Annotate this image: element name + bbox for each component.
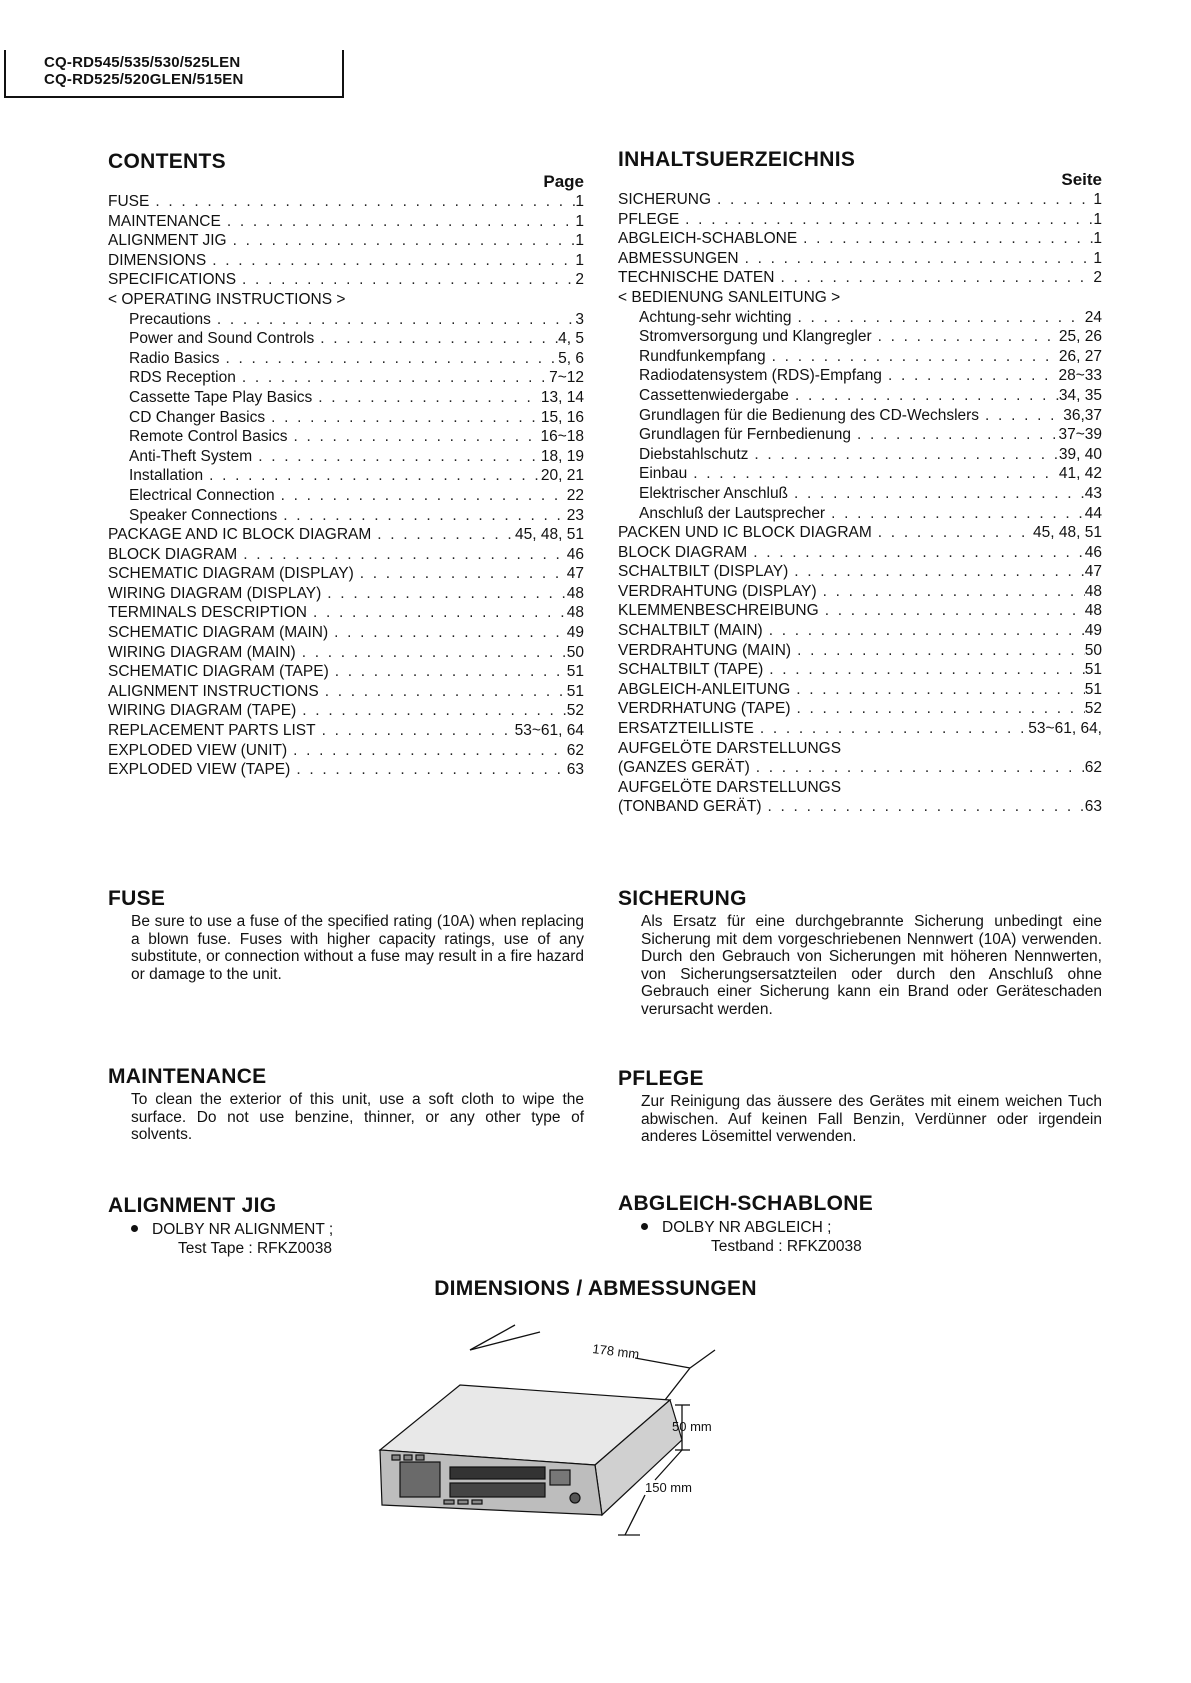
toc-entry (618, 758, 1102, 778)
toc-entry (618, 425, 1102, 445)
toc-entry-title: CD Changer Basics (129, 408, 266, 426)
toc-leader-dots (307, 603, 567, 623)
toc-entry-page: 1 (575, 212, 584, 230)
toc-entry-page: 48 (566, 604, 584, 622)
toc-entry (618, 699, 1102, 719)
toc-entry-title: Achtung-sehr wichting (639, 308, 792, 326)
toc-entry-title: SCHALTBILT (TAPE) (618, 661, 764, 679)
toc-leader-dots (219, 349, 558, 369)
height-label: 50 mm (672, 1419, 712, 1434)
toc-entry-page: 49 (1084, 622, 1102, 640)
toc-entry (618, 308, 1102, 328)
toc-entry-title: WIRING DIAGRAM (TAPE) (108, 702, 297, 720)
toc-leader-dots (872, 523, 1033, 543)
toc-entry (618, 347, 1102, 367)
toc-entry-page: 52 (1084, 700, 1102, 718)
toc-leader-dots (227, 231, 576, 251)
toc-entry (108, 760, 584, 780)
toc-entry (108, 662, 584, 682)
toc-entry (108, 525, 584, 545)
toc-leader-dots (750, 758, 1085, 778)
toc-leader-dots (817, 582, 1085, 602)
toc-entry (108, 329, 584, 349)
toc-entry-title: ABGLEICH-ANLEITUNG (618, 680, 791, 698)
toc-entry-page: 53~61, 64, (1028, 720, 1102, 738)
toc-entry-page: 28~33 (1058, 367, 1102, 385)
toc-entry-title: AUFGELÖTE DARSTELLUNGS (618, 739, 842, 757)
toc-entry-page: 25, 26 (1058, 328, 1102, 346)
toc-entry (618, 778, 1102, 798)
toc-entry-page: 63 (566, 761, 584, 779)
toc-entry (618, 484, 1102, 504)
toc-leader-dots (797, 229, 1093, 249)
toc-entry-title: BLOCK DIAGRAM (108, 545, 238, 563)
toc-entry-title: VERDRHATUNG (TAPE) (618, 700, 791, 718)
toc-entry (108, 741, 584, 761)
contents-en (108, 150, 584, 780)
toc-leader-dots (329, 662, 567, 682)
unit-dimension-drawing (370, 1320, 810, 1550)
toc-leader-dots (819, 601, 1085, 621)
toc-leader-dots (296, 643, 567, 663)
toc-entry-page: 47 (1084, 563, 1102, 581)
toc-entry-title: Einbau (639, 465, 688, 483)
toc-entry (108, 368, 584, 388)
toc-entry-title: DIMENSIONS (108, 251, 207, 269)
toc-leader-dots (236, 270, 575, 290)
toc-entry-page: 7~12 (549, 369, 584, 387)
toc-entry-title: (TONBAND GERÄT) (618, 798, 762, 816)
toc-entry (618, 719, 1102, 739)
toc-entry (618, 190, 1102, 210)
toc-leader-dots (296, 701, 566, 721)
toc-entry (108, 408, 584, 428)
jig-tape-label-en: Test Tape : RFKZ0038 (178, 1240, 332, 1257)
toc-entry (108, 349, 584, 369)
toc-entry-title: ERSATZTEILLISTE (618, 720, 754, 738)
toc-entry-page: 23 (566, 506, 584, 524)
toc-entry (108, 603, 584, 623)
toc-entry-page: 48 (1084, 602, 1102, 620)
jig-section-de (618, 1192, 1102, 1256)
toc-entry (108, 564, 584, 584)
toc-entry-title: REPLACEMENT PARTS LIST (108, 722, 316, 740)
toc-entry-title: < BEDIENUNG SANLEITUNG > (618, 288, 841, 306)
toc-entry (618, 327, 1102, 347)
toc-leader-dots (149, 192, 575, 212)
toc-entry (618, 641, 1102, 661)
jig-section-en (108, 1194, 584, 1258)
toc-entry-page: 44 (1084, 504, 1102, 522)
toc-entry (108, 701, 584, 721)
toc-entry-page: 1 (575, 193, 584, 210)
toc-leader-dots (290, 760, 566, 780)
toc-entry-page: 62 (566, 741, 584, 759)
toc-leader-dots (882, 366, 1059, 386)
toc-entry-page: 1 (1093, 210, 1102, 228)
toc-entry (108, 251, 584, 271)
toc-entry-title: MAINTENANCE (108, 212, 221, 230)
toc-entry-title: Cassettenwiedergabe (639, 386, 789, 404)
toc-entry-title: Anschluß der Lautsprecher (639, 504, 826, 522)
toc-leader-dots (211, 310, 576, 330)
toc-entry (618, 229, 1102, 249)
toc-entry-title: Speaker Connections (129, 506, 278, 524)
toc-entry-page: 50 (1084, 641, 1102, 659)
toc-entry-title: KLEMMENBESCHREIBUNG (618, 602, 819, 620)
toc-entry-page: 48 (566, 584, 584, 602)
toc-entry-page: 20, 21 (540, 467, 584, 485)
fuse-title-en: FUSE (108, 887, 166, 910)
toc-entry-page: 45, 48, 51 (1033, 524, 1102, 542)
toc-leader-dots (851, 425, 1058, 445)
toc-entry-title: ALIGNMENT JIG (108, 232, 227, 250)
toc-entry-page: 51 (1084, 680, 1102, 698)
toc-entry-page: 36,37 (1063, 406, 1102, 424)
toc-entry (618, 366, 1102, 386)
toc-leader-dots (277, 506, 567, 526)
toc-leader-dots (354, 564, 567, 584)
toc-entry-page: 52 (566, 702, 584, 720)
toc-leader-dots (739, 249, 1094, 269)
toc-leader-dots (687, 464, 1059, 484)
fuse-text-de: Als Ersatz für eine durchgebrannte Sicherung unbedingt eine Sicherung mit dem vorgeschriebenen Nennwert (10A) verwenden. Durch den Gebrauch von Sicherungen mit höheren Nennwerten, von Sicherungsersatzteilen oder durch den Anschluß ohne Gebrauch einer Sicherung kann ein Brand oder Geräteschaden verursacht werden. (641, 913, 1102, 1018)
toc-entry-title: Elektrischer Anschluß (639, 484, 789, 502)
toc-entry (108, 310, 584, 330)
toc-entry (108, 290, 584, 310)
toc-entry (618, 739, 1102, 759)
toc-entry-title: < OPERATING INSTRUCTIONS > (108, 290, 346, 308)
toc-entry (618, 386, 1102, 406)
toc-entry-title: Grundlagen für Fernbedienung (639, 426, 851, 444)
toc-entry-page: 15, 16 (540, 408, 584, 426)
toc-entry-title: SICHERUNG (618, 191, 712, 208)
toc-entry (108, 192, 584, 212)
model-header-box (4, 50, 344, 98)
toc-entry-page: 47 (566, 565, 584, 583)
toc-entry-title: SCHEMATIC DIAGRAM (MAIN) (108, 624, 329, 642)
toc-entry-title: SCHALTBILT (MAIN) (618, 622, 763, 640)
toc-leader-dots (748, 445, 1058, 465)
toc-leader-dots (265, 408, 541, 428)
toc-leader-dots (206, 251, 575, 271)
toc-entry-title: Installation (129, 467, 204, 485)
toc-entry (618, 445, 1102, 465)
toc-leader-dots (788, 484, 1085, 504)
toc-entry-page: 34, 35 (1058, 386, 1102, 404)
maintenance-text-de: Zur Reinigung das äussere des Gerätes mit einem weichen Tuch abwischen. Auf keinen Fall Benzin, Verdünner oder irgendein anderes Lösemittel verwenden. (641, 1093, 1102, 1145)
toc-entry-title: SCHEMATIC DIAGRAM (DISPLAY) (108, 565, 354, 583)
toc-entry-title: Radiodatensystem (RDS)-Empfang (639, 367, 882, 385)
toc-entry-title: PACKAGE AND IC BLOCK DIAGRAM (108, 526, 372, 544)
toc-entry-title: Precautions (129, 310, 211, 328)
toc-entry (108, 447, 584, 467)
toc-entry (618, 543, 1102, 563)
toc-entry-page: 1 (1093, 230, 1102, 248)
toc-leader-dots (275, 486, 567, 506)
model-line-2: CQ-RD525/520GLEN/515EN (44, 71, 244, 88)
maintenance-title-de: PFLEGE (618, 1067, 704, 1090)
toc-entry-page: 51 (566, 682, 584, 700)
toc-entry (108, 486, 584, 506)
toc-entry (618, 249, 1102, 269)
toc-entry-title: Remote Control Basics (129, 428, 288, 446)
toc-entry-page: 63 (1084, 798, 1102, 816)
fuse-title-de: SICHERUNG (618, 887, 747, 910)
toc-entry-page: 2 (1093, 269, 1102, 287)
toc-entry-page: 45, 48, 51 (515, 526, 584, 544)
toc-entry-title: Grundlagen für die Bedienung des CD-Wechslers (639, 406, 980, 424)
toc-entry (618, 797, 1102, 817)
toc-entry (108, 643, 584, 663)
toc-entry-page: 49 (566, 624, 584, 642)
toc-entry-title: Stromversorgung und Klangregler (639, 328, 872, 346)
bullet-icon (641, 1223, 648, 1230)
page-label-de: Seite (1061, 170, 1102, 189)
toc-entry-page: 46 (1084, 543, 1102, 561)
toc-entry-title: PACKEN UND IC BLOCK DIAGRAM (618, 524, 872, 542)
width-label: 178 mm (591, 1341, 641, 1362)
toc-entry (108, 682, 584, 702)
toc-entry-title: EXPLODED VIEW (TAPE) (108, 761, 291, 779)
toc-entry-title: Power and Sound Controls (129, 330, 315, 348)
toc-entry-page: 5, 6 (558, 349, 584, 367)
dimensions-title: DIMENSIONS / ABMESSUNGEN (434, 1277, 757, 1300)
toc-entry-page: 16~18 (540, 428, 584, 446)
jig-title-de: ABGLEICH-SCHABLONE (618, 1192, 874, 1215)
toc-entry (618, 406, 1102, 426)
toc-entry-title: Diebstahlschutz (639, 445, 749, 463)
toc-entry-page: 37~39 (1058, 426, 1102, 444)
toc-entry-page: 51 (1084, 661, 1102, 679)
toc-entry-title: Cassette Tape Play Basics (129, 388, 313, 406)
toc-leader-dots (872, 327, 1059, 347)
toc-leader-dots (763, 621, 1085, 641)
toc-entry (618, 621, 1102, 641)
toc-leader-dots (825, 504, 1085, 524)
toc-leader-dots (790, 680, 1084, 700)
toc-entry-title: SCHEMATIC DIAGRAM (TAPE) (108, 663, 329, 681)
toc-entry-page: 39, 40 (1058, 445, 1102, 463)
toc-leader-dots (792, 308, 1085, 328)
toc-entry-title: FUSE (108, 193, 150, 210)
toc-entry (618, 582, 1102, 602)
toc-leader-dots (788, 562, 1084, 582)
toc-leader-dots (791, 699, 1085, 719)
toc-entry-title: SPECIFICATIONS (108, 271, 237, 289)
maintenance-section-en (108, 1065, 584, 1144)
toc-entry-title: ABMESSUNGEN (618, 249, 739, 267)
toc-entry (108, 623, 584, 643)
toc-entry (618, 268, 1102, 288)
toc-entry-title: ABGLEICH-SCHABLONE (618, 230, 798, 248)
toc-entry-title: Electrical Connection (129, 486, 275, 504)
toc-entry-title: EXPLODED VIEW (UNIT) (108, 741, 288, 759)
toc-entry (618, 601, 1102, 621)
toc-entry-title: Rundfunkempfang (639, 347, 766, 365)
toc-entry-page: 1 (1093, 249, 1102, 267)
toc-entry-page: 24 (1084, 308, 1102, 326)
toc-entry (108, 584, 584, 604)
toc-entry-title: WIRING DIAGRAM (DISPLAY) (108, 584, 322, 602)
fuse-section-en (108, 887, 584, 983)
maintenance-text-en: To clean the exterior of this unit, use a soft cloth to wipe the surface. Do not use benzine, thinner, or any other type of solvents. (131, 1091, 584, 1143)
toc-entry-page: 50 (566, 643, 584, 661)
toc-entry (108, 212, 584, 232)
toc-leader-dots (762, 797, 1085, 817)
toc-leader-dots (754, 719, 1028, 739)
model-line-1: CQ-RD545/535/530/525LEN (44, 54, 241, 71)
toc-leader-dots (774, 268, 1093, 288)
toc-list-en (108, 192, 584, 780)
toc-entry-page: 41, 42 (1058, 465, 1102, 483)
toc-leader-dots (221, 212, 576, 232)
toc-entry-page: 1 (575, 251, 584, 269)
contents-title-en: CONTENTS (108, 150, 226, 173)
toc-entry-title: (GANZES GERÄT) (618, 759, 750, 777)
toc-entry-page: 46 (566, 545, 584, 563)
jig-item-en (108, 1220, 584, 1239)
toc-entry-title: TERMINALS DESCRIPTION (108, 604, 307, 622)
toc-entry-title: VERDRAHTUNG (DISPLAY) (618, 582, 817, 600)
jig-tape-de (618, 1237, 1102, 1256)
toc-entry-title: VERDRAHTUNG (MAIN) (618, 641, 792, 659)
toc-leader-dots (328, 623, 567, 643)
toc-entry-page: 1 (575, 232, 584, 250)
toc-entry (108, 270, 584, 290)
toc-entry-title: ALIGNMENT INSTRUCTIONS (108, 682, 319, 700)
jig-tape-label-de: Testband : RFKZ0038 (711, 1238, 862, 1255)
toc-entry-title: TECHNISCHE DATEN (618, 269, 775, 287)
toc-leader-dots (252, 447, 541, 467)
toc-leader-dots (766, 347, 1059, 367)
jig-title-en: ALIGNMENT JIG (108, 1194, 277, 1217)
toc-entry-title: PFLEGE (618, 210, 680, 228)
toc-leader-dots (321, 584, 566, 604)
toc-leader-dots (789, 386, 1059, 406)
toc-leader-dots (316, 721, 515, 741)
toc-leader-dots (679, 210, 1093, 230)
toc-entry (618, 660, 1102, 680)
toc-leader-dots (237, 545, 567, 565)
toc-entry-title: AUFGELÖTE DARSTELLUNGS (618, 778, 842, 796)
toc-leader-dots (979, 406, 1063, 426)
toc-entry (108, 466, 584, 486)
toc-entry (618, 562, 1102, 582)
toc-entry (618, 504, 1102, 524)
toc-list-de (618, 190, 1102, 817)
toc-leader-dots (747, 543, 1085, 563)
toc-entry (618, 523, 1102, 543)
toc-leader-dots (287, 741, 567, 761)
toc-entry-page: 62 (1084, 759, 1102, 777)
maintenance-title-en: MAINTENANCE (108, 1065, 267, 1088)
toc-leader-dots (314, 329, 558, 349)
toc-entry-page: 1 (1093, 191, 1102, 208)
toc-leader-dots (763, 660, 1084, 680)
toc-leader-dots (236, 368, 549, 388)
toc-entry-page: 53~61, 64 (514, 722, 584, 740)
contents-title-de: INHALTSUERZEICHNIS (618, 148, 856, 171)
toc-entry (108, 545, 584, 565)
unit-body (380, 1385, 682, 1515)
toc-leader-dots (319, 682, 567, 702)
toc-entry-page: 48 (1084, 582, 1102, 600)
depth-label: 150 mm (645, 1480, 692, 1495)
jig-item-de (618, 1218, 1102, 1237)
toc-entry-page: 13, 14 (540, 388, 584, 406)
toc-entry (618, 464, 1102, 484)
toc-leader-dots (203, 466, 541, 486)
toc-entry-title: WIRING DIAGRAM (MAIN) (108, 643, 296, 661)
toc-entry-page: 3 (575, 310, 584, 328)
toc-leader-dots (288, 427, 541, 447)
toc-entry-title: Anti-Theft System (129, 447, 253, 465)
maintenance-section-de (618, 1067, 1102, 1146)
contents-de (618, 148, 1102, 817)
toc-leader-dots (711, 190, 1093, 210)
toc-entry (618, 288, 1102, 308)
toc-entry (618, 210, 1102, 230)
toc-entry (108, 388, 584, 408)
toc-entry-page: 4, 5 (558, 330, 584, 348)
toc-entry-title: Radio Basics (129, 349, 220, 367)
toc-entry-title: BLOCK DIAGRAM (618, 543, 748, 561)
toc-entry-title: SCHALTBILT (DISPLAY) (618, 563, 789, 581)
jig-item-label-de: DOLBY NR ABGLEICH ; (662, 1219, 832, 1236)
toc-entry (108, 231, 584, 251)
toc-leader-dots (371, 525, 515, 545)
toc-entry-page: 18, 19 (540, 447, 584, 465)
toc-entry-page: 26, 27 (1058, 347, 1102, 365)
toc-entry (108, 506, 584, 526)
jig-tape-en (108, 1239, 584, 1258)
toc-leader-dots (791, 641, 1085, 661)
toc-entry (108, 721, 584, 741)
toc-entry-page: 51 (566, 663, 584, 681)
page-label-en: Page (543, 172, 584, 191)
fuse-section-de (618, 887, 1102, 1018)
toc-entry-page: 2 (575, 271, 584, 289)
toc-entry-page: 22 (566, 486, 584, 504)
toc-entry-title: RDS Reception (129, 369, 236, 387)
toc-entry (108, 427, 584, 447)
bullet-icon (131, 1225, 138, 1232)
toc-leader-dots (312, 388, 541, 408)
jig-item-label-en: DOLBY NR ALIGNMENT ; (152, 1221, 334, 1238)
toc-entry (618, 680, 1102, 700)
toc-entry-page: 43 (1084, 484, 1102, 502)
fuse-text-en: Be sure to use a fuse of the specified rating (10A) when replacing a blown fuse. Fuses with higher capacity ratings, use of any substitute, or connection without a fuse may result in a fire hazard or damage to the unit. (131, 913, 584, 983)
